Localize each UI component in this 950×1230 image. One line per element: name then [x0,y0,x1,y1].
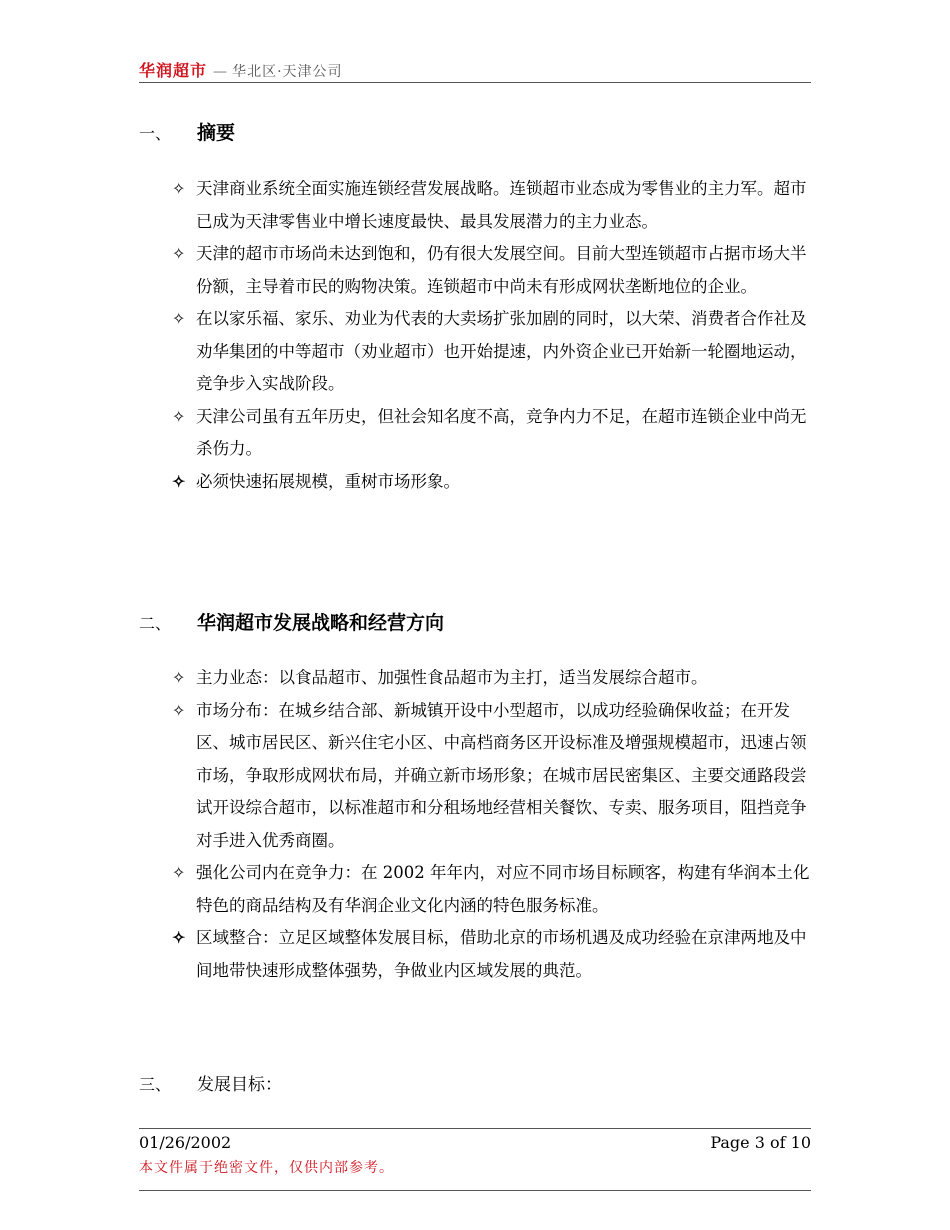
list-item [172,695,812,858]
diamond-bullet-icon: ✧ [172,179,186,198]
diamond-bullet-icon: ✧ [172,244,186,263]
page-header [139,58,811,83]
diamond-bullet-icon: ✧ [172,928,186,947]
diamond-bullet-icon: ✧ [172,471,186,491]
footer-page-number: Page 3 of 10 [710,1133,811,1152]
section-3-heading [139,1070,282,1095]
section-3-number: 三、 [139,1075,172,1094]
diamond-bullet-icon: ✧ [172,668,186,687]
list-item [172,922,812,987]
bullet-text: 强化公司内在竞争力：在 2002 年年内，对应不同市场目标顾客，构建有华润本土化特色的商品结构及有华润企业文化内涵的特色服务标准。 [196,863,810,915]
section-1-number: 一、 [139,124,172,143]
bullet-text: 天津商业系统全面实施连锁经营发展战略。连锁超市业态成为零售业的主力军。超市已成为天津零售业中增长速度最快、最具发展潜力的主力业态。 [196,179,807,231]
footer-confidential-note: 本文件属于绝密文件，仅供内部参考。 [139,1160,394,1176]
diamond-bullet-icon: ✧ [172,309,186,328]
bullet-text: 天津公司虽有五年历史，但社会知名度不高，竞争内力不足，在超市连锁企业中尚无杀伤力。 [196,406,807,458]
list-item [172,173,812,238]
diamond-bullet-icon: ✧ [172,700,186,720]
bullet-text: 区域整合：立足区域整体发展目标，借助北京的市场机遇及成功经验在京津两地及中间地带快速形成整体强势，争做业内区域发展的典范。 [196,928,807,980]
section-2-title: 华润超市发展战略和经营方向 [197,612,445,634]
section-2-heading [139,608,444,635]
brand-name: 华润超市 [139,61,208,80]
section-1-bullets [172,173,812,498]
list-item [172,857,812,922]
bullet-text: 天津的超市市场尚未达到饱和，仍有很大发展空间。目前大型连锁超市占据市场大半份额，主导着市民的购物决策。连锁超市中尚未有形成网状垄断地位的企业。 [196,244,807,296]
bullet-text: 在以家乐福、家乐、劝业为代表的大卖场扩张加剧的同时，以大荣、消费者合作社及劝华集团的中等超市（劝业超市）也开始提速，内外资企业已开始新一轮圈地运动，竞争步入实战阶段。 [196,309,807,393]
list-item [172,238,812,303]
section-2-number: 二、 [139,614,172,633]
footer-divider-bottom [139,1190,811,1191]
bullet-text: 主力业态：以食品超市、加强性食品超市为主打，适当发展综合超市。 [196,668,708,687]
bullet-text: 必须快速拓展规模，重树市场形象。 [196,471,460,491]
list-item [172,662,812,695]
header-subtitle: 华北区·天津公司 [232,64,343,80]
header-separator: — [213,64,228,80]
section-1-heading [139,118,235,145]
bullet-text: 市场分布：在城乡结合部、新城镇开设中小型超市，以成功经验确保收益；在开发区、城市居民区、新兴住宅小区、中高档商务区开设标准及增强规模超市，迅速占领市场，争取形成网状布局，并确立新市场形象；在城市居民密集区、主要交通路段尝试开设综合超市，以标准超市和分租场地经营相关餐饮、专卖、服务项目，阻挡竞争对手进入优秀商圈。 [196,700,807,850]
list-item [172,303,812,401]
footer-date: 01/26/2002 [139,1133,232,1152]
footer-divider-top [139,1128,811,1129]
diamond-bullet-icon: ✧ [172,863,186,882]
section-2-bullets [172,662,812,987]
list-item [172,466,812,499]
section-1-title: 摘要 [197,122,236,144]
section-3-title: 发展目标： [197,1075,282,1095]
diamond-bullet-icon: ✧ [172,406,186,426]
list-item [172,401,812,466]
